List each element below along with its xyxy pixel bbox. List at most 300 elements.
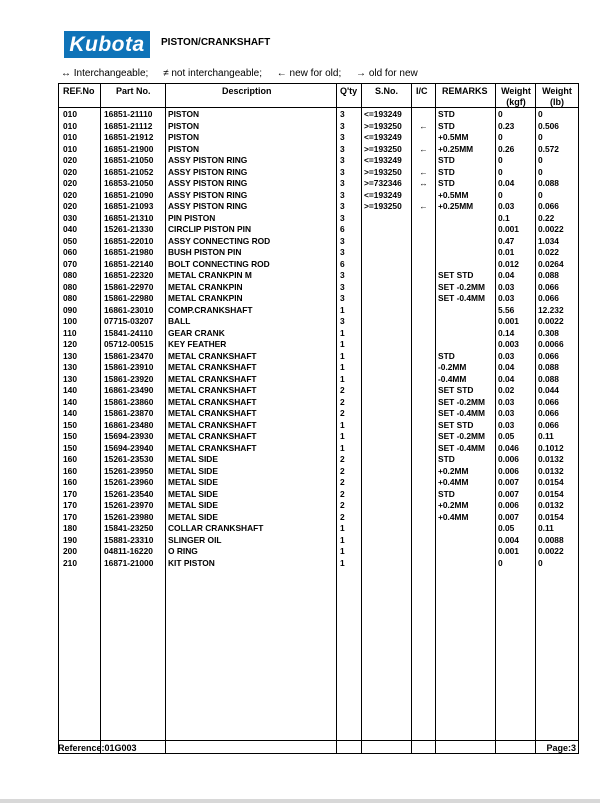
weight-kgf-cell: 0.26 xyxy=(498,143,515,154)
description-cell: ASSY PISTON RING xyxy=(168,178,248,188)
remarks-cell: SET -0.4MM xyxy=(438,293,485,303)
part-no-cell: 16851-21980 xyxy=(104,247,154,257)
weight-kgf-cell: 0.02 xyxy=(498,385,515,395)
remarks-cell: STD xyxy=(438,178,455,188)
remarks-cell: STD xyxy=(438,350,455,361)
weight-kgf-cell: 0.1 xyxy=(498,212,510,223)
part-no-cell: 07715-03207 xyxy=(104,316,154,326)
ref-no-cell: 020 xyxy=(63,166,77,177)
weight-kgf-cell: 0 xyxy=(498,189,503,200)
table-row xyxy=(0,431,600,442)
description-cell: O RING xyxy=(168,546,198,556)
description-cell: METAL CRANKPIN xyxy=(168,281,243,292)
weight-kgf-cell: 0.04 xyxy=(498,373,515,384)
weight-lb-cell: 0.0022 xyxy=(538,224,564,234)
weight-kgf-cell: 0.04 xyxy=(498,270,515,280)
weight-kgf-cell: 0.04 xyxy=(498,362,515,372)
table-row xyxy=(0,328,600,339)
table-row xyxy=(0,144,600,155)
remarks-cell: SET -0.2MM xyxy=(438,281,485,292)
qty-cell: 3 xyxy=(340,270,345,280)
header-ref-no: REF.No xyxy=(63,86,95,96)
table-row xyxy=(0,535,600,546)
part-no-cell: 15694-23940 xyxy=(104,442,154,453)
qty-cell: 1 xyxy=(340,304,345,315)
legend-new-for-old xyxy=(277,68,344,79)
table-row xyxy=(0,178,600,189)
part-no-cell: 16851-21090 xyxy=(104,189,154,200)
ref-no-cell: 060 xyxy=(63,247,77,257)
ref-no-cell: 150 xyxy=(63,431,77,441)
description-cell: ASSY PISTON RING xyxy=(168,166,248,177)
description-cell: METAL SIDE xyxy=(168,500,218,510)
description-cell: METAL SIDE xyxy=(168,454,218,464)
part-no-cell: 15261-23530 xyxy=(104,454,154,464)
qty-cell: 3 xyxy=(340,247,345,257)
table-row xyxy=(0,224,600,235)
table-row xyxy=(0,316,600,327)
description-cell: PISTON xyxy=(168,120,200,131)
reference-label: Reference:01G003 xyxy=(58,743,137,753)
ref-no-cell: 010 xyxy=(63,109,77,119)
weight-lb-cell: 0.066 xyxy=(538,396,559,407)
qty-cell: 3 xyxy=(340,109,345,119)
part-no-cell: 16861-23490 xyxy=(104,385,154,395)
ref-no-cell: 030 xyxy=(63,212,77,223)
weight-kgf-cell: 0.03 xyxy=(498,293,515,303)
part-no-cell: 15261-23980 xyxy=(104,511,154,522)
weight-kgf-cell: 0.004 xyxy=(498,534,519,545)
weight-kgf-cell: 0.001 xyxy=(498,546,519,556)
remarks-cell: +0.2MM xyxy=(438,465,469,476)
legend-label: Interchangeable; xyxy=(73,68,149,79)
weight-kgf-cell: 0.04 xyxy=(498,178,515,188)
part-no-cell: 16861-23480 xyxy=(104,419,154,430)
weight-kgf-cell: 0.001 xyxy=(498,224,519,234)
weight-lb-cell: 0.308 xyxy=(538,327,559,338)
arrow-left-icon: ← xyxy=(276,68,287,79)
weight-lb-cell: 0 xyxy=(538,189,543,200)
weight-lb-cell: 0.11 xyxy=(538,523,554,533)
header-qty: Q'ty xyxy=(340,86,358,96)
ref-no-cell: 040 xyxy=(63,224,77,234)
description-cell: KIT PISTON xyxy=(168,557,215,568)
table-row xyxy=(0,374,600,385)
table-row xyxy=(0,397,600,408)
description-cell: METAL SIDE xyxy=(168,488,218,499)
ref-no-cell: 090 xyxy=(63,304,77,315)
ref-no-cell: 120 xyxy=(63,339,77,349)
ref-no-cell: 140 xyxy=(63,396,77,407)
qty-cell: 3 xyxy=(340,132,345,142)
weight-lb-cell: 0.0132 xyxy=(538,500,564,510)
part-no-cell: 15261-23970 xyxy=(104,500,154,510)
weight-kgf-cell: 0.03 xyxy=(498,396,515,407)
ref-no-cell: 180 xyxy=(63,523,77,533)
remarks-cell: +0.25MM xyxy=(438,143,474,154)
qty-cell: 1 xyxy=(340,523,345,533)
ref-no-cell: 150 xyxy=(63,442,77,453)
part-no-cell: 15694-23930 xyxy=(104,431,154,441)
weight-kgf-cell: 0.05 xyxy=(498,431,515,441)
serial-no-cell: >=732346 xyxy=(364,178,402,188)
weight-lb-cell: 0.088 xyxy=(538,373,559,384)
table-row xyxy=(0,546,600,557)
part-no-cell: 16851-21110 xyxy=(104,109,153,119)
weight-lb-cell: 0.066 xyxy=(538,293,559,303)
part-no-cell: 15881-23310 xyxy=(104,534,154,545)
part-no-cell: 05712-00515 xyxy=(104,339,154,349)
ref-no-cell: 190 xyxy=(63,534,77,545)
part-no-cell: 16851-22140 xyxy=(104,258,154,269)
ref-no-cell: 130 xyxy=(63,373,77,384)
ref-no-cell: 010 xyxy=(63,120,77,131)
weight-kgf-cell: 0.14 xyxy=(498,327,515,338)
remarks-cell: +0.5MM xyxy=(438,132,469,142)
remarks-cell: STD xyxy=(438,166,455,177)
ref-no-cell: 070 xyxy=(63,258,77,269)
weight-lb-cell: 0.088 xyxy=(538,178,559,188)
ref-no-cell: 130 xyxy=(63,362,77,372)
table-row xyxy=(0,420,600,431)
ref-no-cell: 080 xyxy=(63,270,77,280)
weight-lb-cell: 0 xyxy=(538,155,543,165)
legend-interchangeable xyxy=(61,68,151,79)
kubota-logo: Kubota xyxy=(64,31,150,58)
page-title: PISTON/CRANKSHAFT xyxy=(161,37,271,48)
weight-kgf-cell: 0.006 xyxy=(498,454,519,464)
remarks-cell: STD xyxy=(438,488,455,499)
ref-no-cell: 200 xyxy=(63,546,77,556)
qty-cell: 3 xyxy=(340,143,345,154)
remarks-cell: SET STD xyxy=(438,419,474,430)
table-row xyxy=(0,282,600,293)
description-cell: METAL CRANKSHAFT xyxy=(168,419,257,430)
table-row xyxy=(0,385,600,396)
header-ic: I/C xyxy=(416,86,428,96)
weight-lb-cell: 0.0022 xyxy=(538,316,564,326)
table-row xyxy=(0,155,600,166)
serial-no-cell: <=193249 xyxy=(364,189,402,200)
qty-cell: 1 xyxy=(340,557,345,568)
part-no-cell: 16851-21912 xyxy=(104,132,154,142)
part-no-cell: 16851-22010 xyxy=(104,235,154,246)
ref-no-cell: 150 xyxy=(63,419,77,430)
weight-lb-cell: 0.0154 xyxy=(538,488,564,499)
weight-lb-cell: 0.0132 xyxy=(538,454,564,464)
ic-cell: ← xyxy=(419,201,428,211)
description-cell: METAL CRANKSHAFT xyxy=(168,396,257,407)
ref-no-cell: 210 xyxy=(63,557,77,568)
weight-lb-cell: 0.088 xyxy=(538,270,559,280)
weight-lb-cell: 0.066 xyxy=(538,419,559,430)
weight-lb-cell: 0.506 xyxy=(538,120,559,131)
weight-kgf-cell: 0.03 xyxy=(498,350,515,361)
weight-lb-cell: 12.232 xyxy=(538,304,564,315)
ic-cell: ↔ xyxy=(419,178,428,188)
qty-cell: 2 xyxy=(340,488,345,499)
remarks-cell: SET -0.4MM xyxy=(438,408,485,418)
qty-cell: 2 xyxy=(340,385,345,395)
weight-lb-cell: 0.0088 xyxy=(538,534,564,545)
table-row xyxy=(0,201,600,212)
weight-kgf-cell: 0.007 xyxy=(498,488,519,499)
header-part-no: Part No. xyxy=(116,86,151,96)
page-bottom-edge xyxy=(0,799,600,803)
remarks-cell: STD xyxy=(438,155,455,165)
qty-cell: 3 xyxy=(340,235,345,246)
weight-kgf-cell: 0.03 xyxy=(498,419,515,430)
table-row xyxy=(0,132,600,143)
weight-kgf-cell: 0.046 xyxy=(498,442,519,453)
description-cell: METAL CRANKSHAFT xyxy=(168,408,257,418)
part-no-cell: 16851-21112 xyxy=(104,120,153,131)
ref-no-cell: 050 xyxy=(63,235,77,246)
ref-no-cell: 140 xyxy=(63,408,77,418)
ref-no-cell: 020 xyxy=(63,189,77,200)
qty-cell: 2 xyxy=(340,408,345,418)
ref-no-cell: 170 xyxy=(63,511,77,522)
part-no-cell: 16851-21900 xyxy=(104,143,154,154)
table-row xyxy=(0,109,600,120)
qty-cell: 1 xyxy=(340,419,345,430)
description-cell: METAL CRANKPIN M xyxy=(168,270,252,280)
header-description: Description xyxy=(222,86,272,96)
remarks-cell: -0.2MM xyxy=(438,362,467,372)
ref-no-cell: 010 xyxy=(63,143,77,154)
table-row xyxy=(0,523,600,534)
weight-kgf-cell: 0.47 xyxy=(498,235,515,246)
description-cell: COMP.CRANKSHAFT xyxy=(168,304,253,315)
ref-no-cell: 130 xyxy=(63,350,77,361)
weight-lb-cell: 0.066 xyxy=(538,350,559,361)
legend-not-interchangeable xyxy=(163,68,265,79)
part-no-cell: 16851-21050 xyxy=(104,155,154,165)
part-no-cell: 16851-21052 xyxy=(104,166,154,177)
weight-kgf-cell: 0 xyxy=(498,557,503,568)
part-no-cell: 16871-21000 xyxy=(104,557,154,568)
qty-cell: 3 xyxy=(340,189,345,200)
legend-old-for-new xyxy=(356,68,418,79)
ref-no-cell: 080 xyxy=(63,293,77,303)
weight-kgf-cell: 0.05 xyxy=(498,523,515,533)
serial-no-cell: <=193249 xyxy=(364,132,402,142)
part-no-cell: 16851-21093 xyxy=(104,201,154,211)
description-cell: METAL CRANKSHAFT xyxy=(168,431,257,441)
weight-kgf-cell: 0.001 xyxy=(498,316,519,326)
weight-lb-cell: 0.0066 xyxy=(538,339,564,349)
ref-no-cell: 170 xyxy=(63,500,77,510)
table-row xyxy=(0,247,600,258)
weight-kgf-cell: 0.006 xyxy=(498,500,519,510)
qty-cell: 1 xyxy=(340,431,345,441)
description-cell: ASSY PISTON RING xyxy=(168,201,248,211)
weight-kgf-cell: 0.23 xyxy=(498,120,515,131)
weight-lb-cell: 0.1012 xyxy=(538,442,564,453)
ic-cell: ← xyxy=(419,120,428,131)
part-no-cell: 16851-21310 xyxy=(104,212,154,223)
table-row xyxy=(0,351,600,362)
table-row xyxy=(0,558,600,569)
part-no-cell: 16861-23010 xyxy=(104,304,154,315)
weight-lb-cell: 0.0022 xyxy=(538,546,564,556)
ic-cell: ← xyxy=(419,143,428,154)
table-row xyxy=(0,466,600,477)
part-no-cell: 15841-23250 xyxy=(104,523,154,533)
qty-cell: 3 xyxy=(340,293,345,303)
table-row xyxy=(0,362,600,373)
remarks-cell: +0.4MM xyxy=(438,477,469,487)
weight-kgf-cell: 0.007 xyxy=(498,477,519,487)
description-cell: PISTON xyxy=(168,109,200,119)
ref-no-cell: 160 xyxy=(63,454,77,464)
weight-lb-cell: 0.066 xyxy=(538,408,559,418)
header-serial-no: S.No. xyxy=(375,86,399,96)
part-no-cell: 15861-22970 xyxy=(104,281,154,292)
table-row xyxy=(0,454,600,465)
qty-cell: 3 xyxy=(340,281,345,292)
weight-lb-cell: 0.066 xyxy=(538,281,559,292)
qty-cell: 2 xyxy=(340,477,345,487)
remarks-cell: SET STD xyxy=(438,270,474,280)
description-cell: BOLT CONNECTING ROD xyxy=(168,258,270,269)
description-cell: METAL SIDE xyxy=(168,477,218,487)
qty-cell: 3 xyxy=(340,166,345,177)
ref-no-cell: 020 xyxy=(63,178,77,188)
qty-cell: 3 xyxy=(340,212,345,223)
description-cell: ASSY PISTON RING xyxy=(168,189,248,200)
weight-kgf-cell: 0.003 xyxy=(498,339,519,349)
header-weight-lb: Weight (lb) xyxy=(542,86,572,107)
qty-cell: 3 xyxy=(340,316,345,326)
weight-kgf-cell: 0.03 xyxy=(498,408,515,418)
remarks-cell: STD xyxy=(438,109,455,119)
table-row xyxy=(0,167,600,178)
weight-kgf-cell: 0 xyxy=(498,132,503,142)
ref-no-cell: 110 xyxy=(63,327,77,338)
not-equal-icon: ≠ xyxy=(163,68,169,79)
description-cell: METAL CRANKSHAFT xyxy=(168,385,257,395)
qty-cell: 1 xyxy=(340,327,345,338)
table-row xyxy=(0,121,600,132)
weight-lb-cell: 0.11 xyxy=(538,431,554,441)
table-row xyxy=(0,213,600,224)
arrow-right-icon: → xyxy=(356,68,367,79)
description-cell: PIN PISTON xyxy=(168,212,216,223)
description-cell: METAL CRANKSHAFT xyxy=(168,350,257,361)
description-cell: METAL SIDE xyxy=(168,511,218,522)
description-cell: KEY FEATHER xyxy=(168,339,227,349)
part-no-cell: 15861-23920 xyxy=(104,373,154,384)
table-row xyxy=(0,270,600,281)
weight-kgf-cell: 0.006 xyxy=(498,465,519,476)
ref-no-cell: 160 xyxy=(63,465,77,476)
part-no-cell: 15261-23960 xyxy=(104,477,154,487)
remarks-cell: -0.4MM xyxy=(438,373,467,384)
qty-cell: 1 xyxy=(340,546,345,556)
serial-no-cell: >=193250 xyxy=(364,120,402,131)
table-row xyxy=(0,293,600,304)
part-no-cell: 16853-21050 xyxy=(104,178,154,188)
description-cell: METAL CRANKSHAFT xyxy=(168,442,257,453)
weight-kgf-cell: 5.56 xyxy=(498,304,515,315)
weight-lb-cell: 0.0154 xyxy=(538,511,564,522)
qty-cell: 3 xyxy=(340,201,345,211)
description-cell: METAL CRANKPIN xyxy=(168,293,243,303)
description-cell: BALL xyxy=(168,316,191,326)
ref-no-cell: 100 xyxy=(63,316,77,326)
description-cell: ASSY PISTON RING xyxy=(168,155,248,165)
weight-lb-cell: 0.22 xyxy=(538,212,555,223)
header-weight-kgf: Weight (kgf) xyxy=(501,86,531,107)
table-row xyxy=(0,512,600,523)
weight-kgf-cell: 0.01 xyxy=(498,247,515,257)
description-cell: PISTON xyxy=(168,143,200,154)
table-row xyxy=(0,259,600,270)
qty-cell: 2 xyxy=(340,454,345,464)
part-no-cell: 15861-23910 xyxy=(104,362,154,372)
footer-divider xyxy=(58,740,579,741)
part-no-cell: 15861-23470 xyxy=(104,350,154,361)
weight-kgf-cell: 0.012 xyxy=(498,258,519,269)
ref-no-cell: 170 xyxy=(63,488,77,499)
qty-cell: 3 xyxy=(340,120,345,131)
legend-label: not interchangeable; xyxy=(171,68,262,79)
part-no-cell: 15261-23540 xyxy=(104,488,154,499)
weight-lb-cell: 0.0264 xyxy=(538,258,564,269)
weight-lb-cell: 0 xyxy=(538,109,543,119)
qty-cell: 1 xyxy=(340,373,345,384)
weight-kgf-cell: 0 xyxy=(498,155,503,165)
ref-no-cell: 010 xyxy=(63,132,77,142)
weight-lb-cell: 0 xyxy=(538,166,543,177)
weight-lb-cell: 0 xyxy=(538,557,543,568)
serial-no-cell: >=193250 xyxy=(364,201,402,211)
part-no-cell: 04811-16220 xyxy=(104,546,153,556)
remarks-cell: STD xyxy=(438,454,455,464)
weight-kgf-cell: 0 xyxy=(498,166,503,177)
weight-lb-cell: 0 xyxy=(538,132,543,142)
table-row xyxy=(0,305,600,316)
table-row xyxy=(0,236,600,247)
ic-cell: ← xyxy=(419,166,428,177)
part-no-cell: 15861-23860 xyxy=(104,396,154,407)
weight-kgf-cell: 0.03 xyxy=(498,281,515,292)
serial-no-cell: <=193249 xyxy=(364,109,402,119)
weight-lb-cell: 0.572 xyxy=(538,143,559,154)
page-number: Page:3 xyxy=(546,743,576,753)
description-cell: COLLAR CRANKSHAFT xyxy=(168,523,264,533)
table-row xyxy=(0,489,600,500)
remarks-cell: +0.25MM xyxy=(438,201,474,211)
qty-cell: 1 xyxy=(340,362,345,372)
weight-lb-cell: 0.044 xyxy=(538,385,559,395)
description-cell: METAL SIDE xyxy=(168,465,218,476)
serial-no-cell: >=193250 xyxy=(364,143,402,154)
remarks-cell: STD xyxy=(438,120,455,131)
legend-label: new for old; xyxy=(289,68,342,79)
qty-cell: 2 xyxy=(340,465,345,476)
weight-kgf-cell: 0.007 xyxy=(498,511,519,522)
weight-lb-cell: 0.088 xyxy=(538,362,559,372)
remarks-cell: SET -0.4MM xyxy=(438,442,485,453)
part-no-cell: 15261-21330 xyxy=(104,224,154,234)
qty-cell: 1 xyxy=(340,339,345,349)
qty-cell: 2 xyxy=(340,511,345,522)
table-row xyxy=(0,500,600,511)
qty-cell: 1 xyxy=(340,442,345,453)
weight-lb-cell: 0.0132 xyxy=(538,465,564,476)
